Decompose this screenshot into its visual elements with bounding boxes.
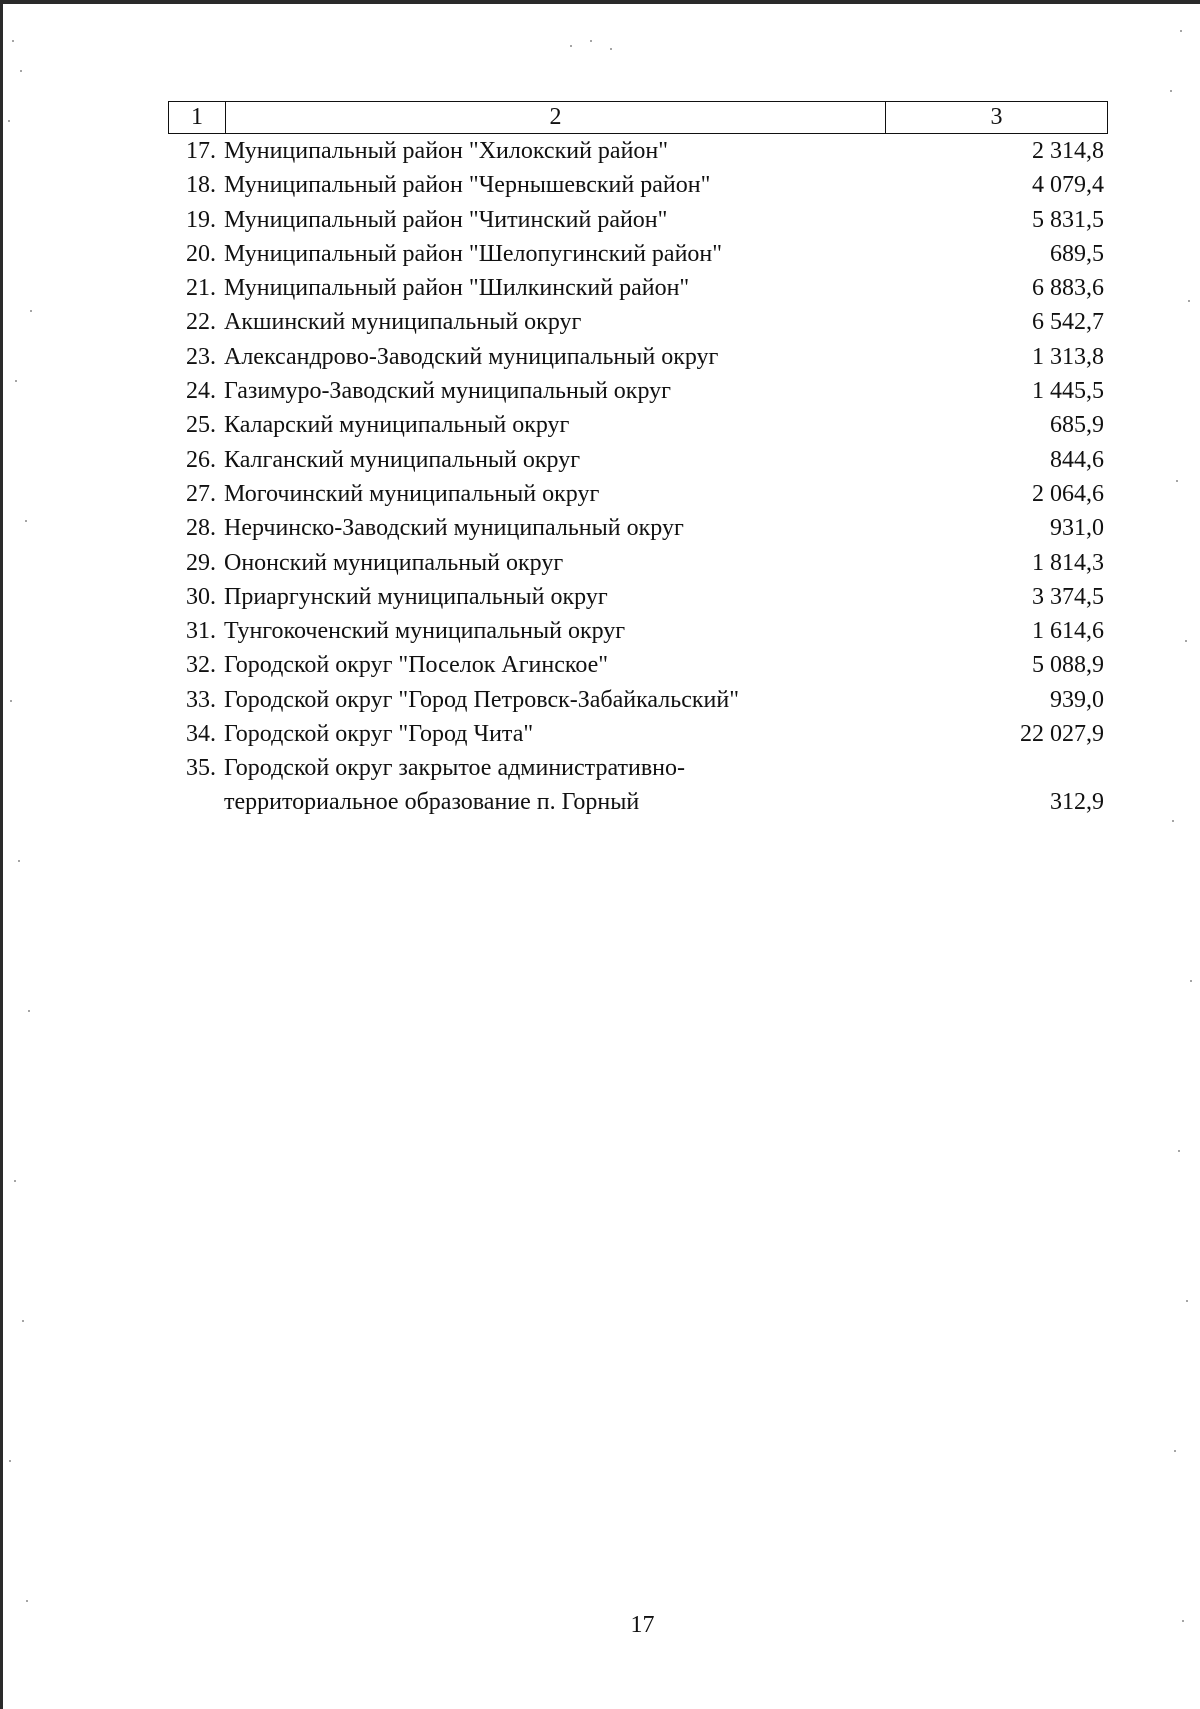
row-value: 1 313,8 bbox=[1032, 343, 1104, 370]
row-number: 17. bbox=[186, 138, 216, 164]
page-number: 17 bbox=[630, 1612, 655, 1638]
table-row bbox=[168, 271, 1108, 305]
scan-speck bbox=[8, 120, 10, 122]
row-value: 685,9 bbox=[1050, 412, 1104, 439]
row-value: 939,0 bbox=[1050, 686, 1104, 713]
row-number: 34. bbox=[186, 721, 216, 748]
row-value: 1 814,3 bbox=[1032, 549, 1104, 576]
scan-speck bbox=[14, 1180, 16, 1182]
row-value: 5 088,9 bbox=[1032, 652, 1104, 679]
header-col-1: 1 bbox=[169, 102, 226, 133]
row-number: 21. bbox=[186, 275, 216, 302]
row-name: Городской округ "Город Петровск-Забайкальский" bbox=[224, 686, 740, 713]
header-col-2: 2 bbox=[226, 102, 886, 133]
table-row bbox=[168, 580, 1108, 614]
table-row bbox=[168, 648, 1108, 682]
row-name: Акшинский муниципальный округ bbox=[224, 309, 582, 336]
row-number: 30. bbox=[186, 583, 216, 610]
scan-speck bbox=[1180, 30, 1182, 32]
row-name: Муниципальный район "Читинский район" bbox=[224, 206, 668, 233]
scan-speck bbox=[18, 860, 20, 862]
row-number: 35. bbox=[186, 755, 216, 782]
row-number: 22. bbox=[186, 309, 216, 336]
scan-speck bbox=[1186, 1300, 1188, 1302]
page-left-edge bbox=[0, 0, 3, 1709]
row-value: 844,6 bbox=[1050, 446, 1104, 473]
scan-speck bbox=[10, 700, 12, 702]
table-row bbox=[168, 305, 1108, 339]
table-row bbox=[168, 614, 1108, 648]
scan-speck bbox=[30, 310, 32, 312]
row-name: Нерчинско-Заводский муниципальный округ bbox=[224, 515, 684, 542]
row-value: 6 542,7 bbox=[1032, 309, 1104, 336]
row-number: 27. bbox=[186, 480, 216, 507]
table-row bbox=[168, 443, 1108, 477]
scan-speck bbox=[1178, 1150, 1180, 1152]
table-row bbox=[168, 683, 1108, 717]
row-number: 29. bbox=[186, 549, 216, 576]
table-row bbox=[168, 546, 1108, 580]
scan-speck bbox=[590, 40, 592, 42]
row-value: 2 064,6 bbox=[1032, 480, 1104, 507]
table-row bbox=[168, 374, 1108, 408]
row-value: 931,0 bbox=[1050, 515, 1104, 542]
row-number: 28. bbox=[186, 515, 216, 542]
scan-speck bbox=[1182, 1620, 1184, 1622]
header-col-3: 3 bbox=[990, 104, 1003, 130]
row-name: Приаргунский муниципальный округ bbox=[224, 583, 608, 610]
scan-speck bbox=[22, 1320, 24, 1322]
row-name: Калганский муниципальный округ bbox=[224, 446, 581, 473]
row-name: Муниципальный район "Шелопугинский район" bbox=[224, 240, 723, 267]
table-row bbox=[168, 408, 1108, 442]
table-row bbox=[168, 134, 1108, 168]
scan-speck bbox=[28, 1010, 30, 1012]
page-top-edge bbox=[0, 0, 1200, 4]
row-value: 1 614,6 bbox=[1032, 618, 1104, 645]
scan-speck bbox=[610, 48, 612, 50]
row-number: 24. bbox=[186, 378, 216, 405]
scan-speck bbox=[20, 70, 22, 72]
scan-speck bbox=[1174, 1450, 1176, 1452]
table-header bbox=[168, 101, 1108, 134]
table-row bbox=[168, 511, 1108, 545]
table-row bbox=[168, 340, 1108, 374]
row-value: 22 027,9 bbox=[1020, 721, 1104, 748]
row-number: 32. bbox=[186, 652, 216, 679]
row-name: Ононский муниципальный округ bbox=[224, 549, 564, 576]
row-number: 31. bbox=[186, 618, 216, 645]
row-value: 1 445,5 bbox=[1032, 378, 1104, 405]
scan-speck bbox=[1190, 980, 1192, 982]
row-name: Могочинский муниципальный округ bbox=[224, 480, 600, 507]
row-name: Муниципальный район "Хилокский район" bbox=[224, 138, 669, 164]
scan-speck bbox=[9, 1460, 11, 1462]
scan-speck bbox=[570, 45, 572, 47]
row-value: 6 883,6 bbox=[1032, 275, 1104, 302]
table-body bbox=[168, 134, 1108, 819]
scan-speck bbox=[1185, 640, 1187, 642]
table-row bbox=[168, 237, 1108, 271]
row-name: Городской округ закрытое административно- территориальное образование п. Горный bbox=[224, 755, 685, 816]
scan-speck bbox=[12, 40, 14, 42]
scan-speck bbox=[25, 520, 27, 522]
row-value: 5 831,5 bbox=[1032, 206, 1104, 233]
row-name: Газимуро-Заводский муниципальный округ bbox=[224, 378, 671, 405]
scan-speck bbox=[1176, 480, 1178, 482]
row-name: Городской округ "Город Чита" bbox=[224, 721, 534, 748]
scan-speck bbox=[15, 380, 17, 382]
scan-speck bbox=[1188, 300, 1190, 302]
table-row bbox=[168, 203, 1108, 237]
row-value: 689,5 bbox=[1050, 240, 1104, 267]
row-value: 4 079,4 bbox=[1032, 172, 1104, 199]
table-row bbox=[168, 168, 1108, 202]
row-number: 18. bbox=[186, 172, 216, 199]
row-name: Городской округ "Поселок Агинское" bbox=[224, 652, 609, 679]
scan-speck bbox=[1170, 90, 1172, 92]
row-name: Муниципальный район "Чернышевский район" bbox=[224, 172, 711, 199]
row-number: 20. bbox=[186, 240, 216, 267]
row-number: 33. bbox=[186, 686, 216, 713]
row-value: 312,9 bbox=[1050, 789, 1104, 816]
row-name: Каларский муниципальный округ bbox=[224, 412, 570, 439]
scan-speck bbox=[26, 1600, 28, 1602]
table-row bbox=[168, 751, 1108, 819]
row-name: Тунгокоченский муниципальный округ bbox=[224, 618, 626, 645]
table-row bbox=[168, 717, 1108, 751]
scan-speck bbox=[1172, 820, 1174, 822]
row-value: 3 374,5 bbox=[1032, 583, 1104, 610]
row-number: 23. bbox=[186, 343, 216, 370]
row-number: 25. bbox=[186, 412, 216, 439]
row-name: Муниципальный район "Шилкинский район" bbox=[224, 275, 690, 302]
row-number: 19. bbox=[186, 206, 216, 233]
table-row bbox=[168, 477, 1108, 511]
row-value: 2 314,8 bbox=[1032, 138, 1104, 164]
row-name: Александрово-Заводский муниципальный округ bbox=[224, 343, 719, 370]
row-number: 26. bbox=[186, 446, 216, 473]
